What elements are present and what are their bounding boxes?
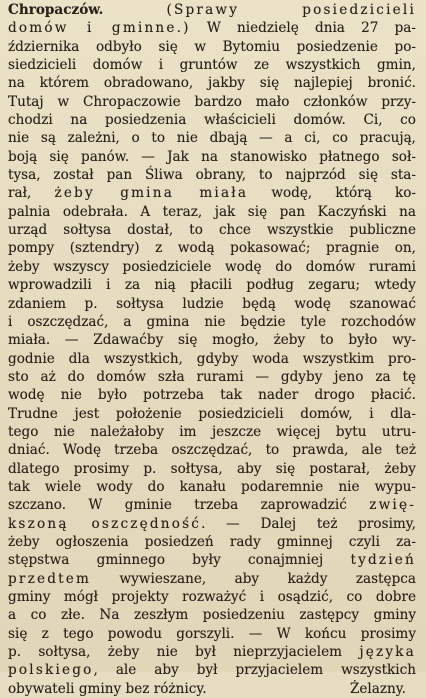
article-line (8, 368, 416, 386)
article-signature: Żelazny. (349, 680, 406, 697)
article-text: żeby wszyscy posiedziciele wodę do domów rurami (8, 258, 416, 275)
article-line (8, 515, 416, 533)
article-text: się z tego powodu gorszyli. — W końcu prosimy (8, 625, 416, 642)
article-line (8, 313, 416, 331)
article-text: zdaniem p. sołtysa ludzie będą wodę szanować (8, 295, 416, 312)
article-text: rał, (8, 185, 55, 202)
article-text: szczano. W gminie trzeba zaprowadzić (8, 497, 370, 514)
article-text: W niedzielę dnia 27 pa- (190, 20, 416, 37)
article-line (8, 295, 416, 313)
article-line (8, 74, 416, 92)
article-line (8, 203, 416, 221)
article-text: chodzi na posiedzenia właścicieli domów. Ci, co (8, 112, 416, 129)
article-text: boją się panów. — Jak na stanowisko płatnego soł- (8, 148, 416, 165)
article-line (8, 570, 416, 588)
article-text: i oszczędzać, a gmina nie będzie tyle rozchodów (8, 313, 416, 330)
article-line (8, 166, 416, 184)
article-text: nie są zależni, o to nie dbają — a ci, co pracują, (8, 130, 416, 147)
article-text: , ale aby był przyjacielem wszystkich (93, 662, 416, 679)
article-text: palnia odebrała. A teraz, jak się pan Kaczyński na (8, 203, 416, 220)
article-text: tydzień (350, 552, 416, 569)
article-text: gminy mógł projekty rozważyć i osądzić, co dobre (8, 589, 416, 605)
article-text: tak wiele wody do kanału podaremnie nie wypu- (8, 478, 416, 495)
article-text: wodę nie było potrzeba tak nader drogo płacić. (8, 387, 416, 404)
article-text: wodę, którą ko- (248, 185, 416, 202)
article-text: obywateli gminy bez różnicy. (8, 680, 207, 697)
article-line (8, 350, 416, 368)
article-text: dniać. Wodę trzeba oszczędzać, to prawda, ale też (8, 442, 416, 459)
article-line (8, 221, 416, 239)
article-heading: Chropaczów. (8, 2, 104, 18)
article-line (8, 405, 416, 423)
article-line (8, 606, 416, 624)
article-line (8, 551, 416, 569)
article-text: języka (359, 644, 416, 661)
article-text: godnie dla wszystkich, gdyby woda wszystkim pro- (8, 350, 416, 367)
article-line (8, 386, 416, 404)
article-text: ździernika odbyło się w Bytomiu posiedzenie po- (8, 38, 416, 55)
article-line (8, 680, 416, 698)
article-text: przedtem (8, 570, 92, 587)
article-line (8, 56, 416, 74)
article-line (8, 1, 416, 19)
article-text: żeby gmina miała (54, 185, 249, 202)
article-text: zwię- (369, 497, 416, 514)
article-line (8, 111, 416, 129)
article-body (8, 1, 416, 698)
article-text: na którem obradowano, jakby się najlepiej bronić. (8, 75, 416, 92)
article-text: p. sołtysa, żeby nie był nieprzyjacielem (8, 644, 360, 661)
article-line (8, 239, 416, 257)
article-text: urząd sołtysa dostał, to chce wszystkie publiczne (8, 222, 416, 239)
article-text: . — Dalej też prosimy, (201, 515, 416, 532)
article-text: stępstwa gminnego były conajmniej (8, 552, 351, 569)
article-text: tysa, został pan Śliwa obrany, to najprzód się sta- (8, 167, 416, 184)
article-text: domów i gminne.) (8, 20, 191, 37)
article-line (8, 441, 416, 459)
article-line (8, 460, 416, 478)
article-text: polskiego (8, 662, 94, 679)
article-line (8, 258, 416, 276)
article-text: pompy (sztendry) z wodą pokasować; pragnie on, (8, 240, 416, 257)
article-line (8, 148, 416, 166)
article-line (8, 478, 416, 496)
article-text: dlatego prosimy p. sołtysa, aby się postarał, żeby (8, 460, 416, 477)
article-line (8, 19, 416, 37)
article-line (8, 423, 416, 441)
article-line (8, 38, 416, 56)
article-text: siedzicieli domów i gruntów ze wszystkich gmin, (8, 57, 416, 74)
article-text: Trudne jest położenie posiedzicieli domów, i dla- (8, 405, 416, 422)
article-line (8, 588, 416, 606)
article-line (8, 93, 416, 111)
article-text: wprowadzili i za nią płacili podług zegaru; wtedy (8, 277, 416, 294)
article-text: (Sprawy posiedzicieli (103, 2, 416, 18)
article-line (8, 643, 416, 661)
article-text: wywieszane, aby każdy zastępca (91, 570, 416, 587)
article-line (8, 276, 416, 294)
article-text: kszoną oszczędność (8, 515, 202, 532)
article-line (8, 331, 416, 349)
article-line (8, 129, 416, 147)
article-line (8, 625, 416, 643)
article-line (8, 661, 416, 679)
article-text: żeby ogłoszenia posiedzeń rady gminnej czyli za- (8, 533, 416, 550)
article-text: Tutaj w Chropaczowie bardzo mało członków przy- (8, 93, 416, 110)
article-text: a co złe. Na zeszłym posiedzeniu zastępcy gminy (8, 607, 416, 624)
article-line (8, 533, 416, 551)
article-line (8, 184, 416, 202)
article-text: sto aż do domów szła rurami — gdyby jeno za tę (8, 368, 416, 385)
article-text: tego nie należałoby im jeszcze więcej bytu utru- (8, 423, 416, 440)
article-line (8, 496, 416, 514)
article-text: miała. — Zdawaćby się mogło, żeby to było wy- (8, 332, 416, 349)
